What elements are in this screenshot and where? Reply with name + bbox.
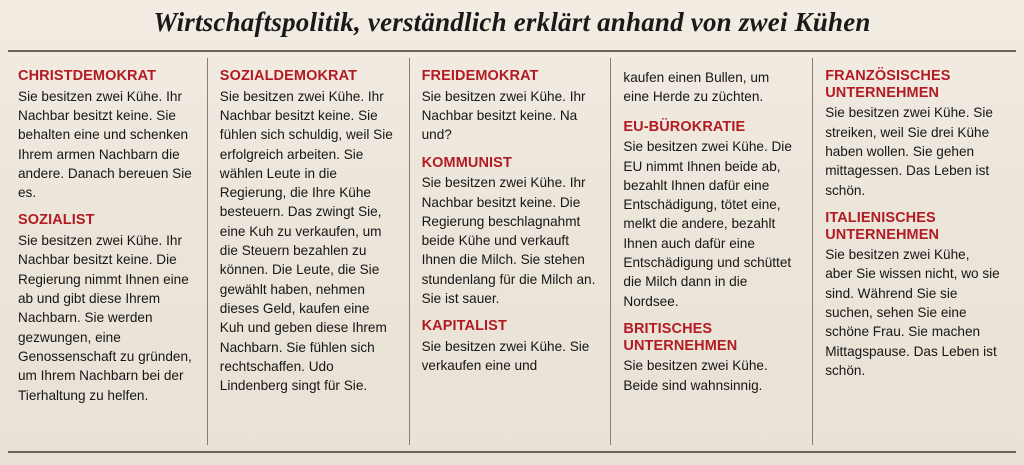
entry-title: SOZIALIST [18, 212, 95, 229]
entry-body: Sie besitzen zwei Kühe. Ihr Nachbar besitzt keine. Sie behalten eine und schenken Ihrem armen Nachbarn die andere. Danach bereuen Sie es. [18, 88, 192, 201]
entry-title: BRITISCHES UNTERNEHMEN [623, 320, 738, 354]
entry-title: EU-BÜROKRATIE [623, 118, 746, 135]
column-5 [813, 58, 1014, 445]
entry-body: Sie besitzen zwei Kühe. Ihr Nachbar besitzt keine. Sie fühlen sich schuldig, weil Sie erfolgreich arbeiten. Sie wählen Leute in die Regierung, die Ihre Kühe besteuern. Das zwingt Sie, eine Kuh zu verkaufen, um die Steuern bezahlen zu können. Die Leute, die Sie gewählt haben, nehmen dieses Geld, kaufen eine Kuh und geben diese Ihrem Nachbarn. Sie fühlen sich rechtschaffen. Udo Lindenberg singt für Sie. [219, 88, 393, 394]
entry-title: KOMMUNIST [421, 154, 512, 171]
entry-body: Sie besitzen zwei Kühe. Ihr Nachbar besitzt keine. Die Regierung beschlagnahmt beide Kühe und verkauft Ihnen die Milch. Sie stehen stundenlang für die Milch an. Sie ist sauer. [421, 175, 596, 307]
entry-body: Sie besitzen zwei Kühe. Die EU nimmt Ihnen beide ab, bezahlt Ihnen dafür eine Entschädigung, tötet eine, melkt die andere, bezahlt Ihnen auch dafür eine Entschädigung und schüttet die Milch dann in die Nordsee. [623, 139, 792, 309]
entry [422, 155, 597, 309]
entry [623, 119, 798, 311]
entry [18, 212, 193, 404]
entry-title: KAPITALIST [421, 318, 507, 335]
entry-body: Sie besitzen zwei Kühe. Ihr Nachbar besitzt keine. Na und? [421, 88, 586, 143]
entry [422, 318, 597, 375]
footer-divider [8, 451, 1016, 453]
entry-body: Sie besitzen zwei Kühe. Sie verkaufen eine und [421, 338, 590, 374]
continuation-text: kaufen einen Bullen, um eine Herde zu züchten. [623, 70, 770, 105]
entry-title: FREIDEMOKRAT [421, 68, 539, 84]
column-3 [410, 58, 612, 445]
entry [623, 321, 798, 395]
entry-title: SOZIALDEMOKRAT [219, 68, 358, 84]
entry-body: Sie besitzen zwei Kühe. Ihr Nachbar besitzt keine. Die Regierung nimmt Ihnen eine ab und gibt diese Ihrem Nachbarn. Sie werden gezwungen, eine Genossenschaft zu gründen, um Ihrem Nachbarn bei der Tierhaltung zu helfen. [18, 233, 192, 403]
entry [825, 68, 1000, 200]
entry-title: CHRISTDEMOKRAT [18, 68, 157, 84]
column-1 [10, 58, 208, 445]
column-4 [611, 58, 813, 445]
article-columns [10, 58, 1014, 445]
entry-title: ITALIENISCHES UNTERNEHMEN [825, 209, 940, 243]
page-title: Wirtschaftspolitik, verständlich erklärt anhand von zwei Kühen [153, 7, 871, 37]
header-divider [8, 50, 1016, 52]
entry [220, 68, 395, 395]
entry-body: Sie besitzen zwei Kühe, aber Sie wissen nicht, wo sie sind. Während Sie sie suchen, sehen Sie eine schöne Frau. Sie machen Mittagspause. Das Leben ist schön. [825, 247, 1000, 378]
entry-body: Sie besitzen zwei Kühe. Beide sind wahnsinnig. [623, 358, 768, 393]
entry [18, 68, 193, 202]
entry [825, 210, 1000, 380]
entry [422, 68, 597, 145]
entry-body: Sie besitzen zwei Kühe. Sie streiken, weil Sie drei Kühe haben wollen. Sie gehen mittagessen. Das Leben ist schön. [825, 105, 993, 198]
column-2 [208, 58, 410, 445]
entry-title: FRANZÖSISCHES UNTERNEHMEN [825, 68, 951, 101]
